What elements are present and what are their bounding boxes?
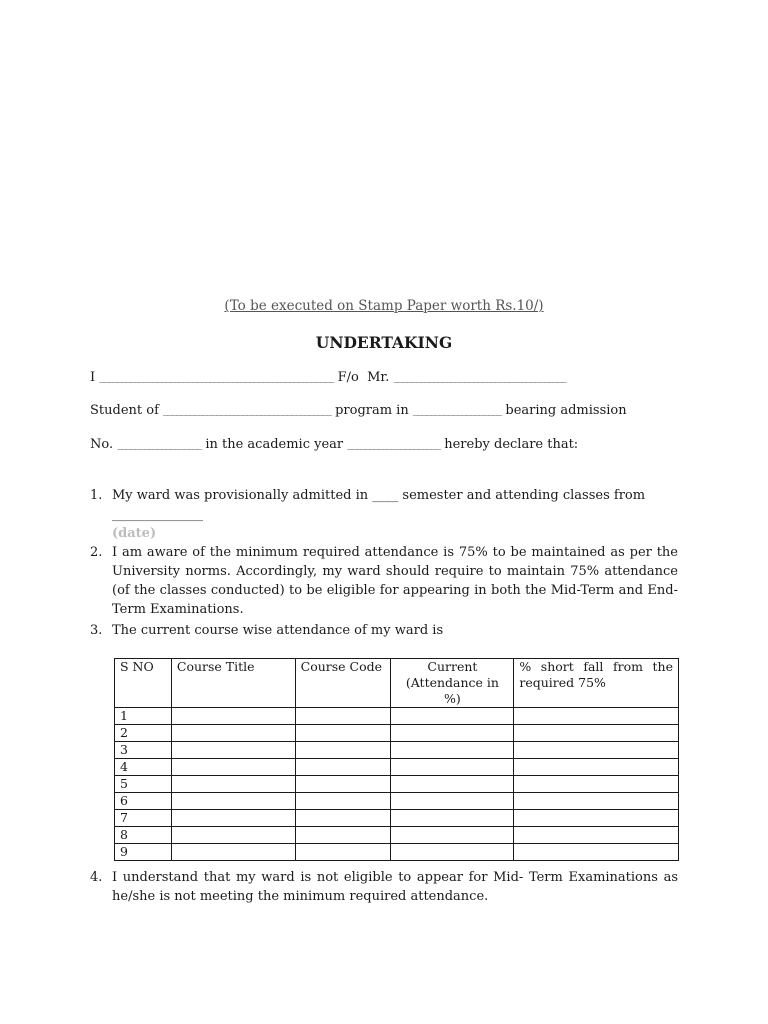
row-sno: 8 (115, 827, 172, 844)
short-fall-cell[interactable] (514, 759, 679, 776)
item-number: 4. (90, 870, 103, 885)
student-name-blank: _____________________________________________________ (99, 374, 334, 384)
academic-year-blank: _____________________ (347, 441, 441, 451)
father-name-blank: _______________________________________ (393, 374, 566, 384)
row-sno: 9 (115, 844, 172, 861)
course-code-cell[interactable] (295, 725, 391, 742)
item-text: I am aware of the minimum required attendance is 75% to be maintained as per the University norms. Accordingly, my ward should require to maintain 75% attendance (of the classes conducted) to be eligible for appearing in both the Mid-Term and End-Term Examinations. (112, 545, 678, 617)
course-title-cell[interactable] (171, 827, 295, 844)
row-sno: 4 (115, 759, 172, 776)
current-attendance-cell[interactable] (391, 827, 514, 844)
course-title-cell[interactable] (171, 708, 295, 725)
declaration-line-2 (90, 403, 680, 418)
program-in-label: program in (335, 403, 409, 418)
current-attendance-cell[interactable] (391, 844, 514, 861)
declaration-line-1 (90, 370, 680, 385)
line3-prefix: No. (90, 437, 114, 452)
student-of-blank: ______________________________________ (163, 407, 331, 417)
course-title-cell[interactable] (171, 742, 295, 759)
line1-prefix: I (90, 370, 96, 385)
table-row (115, 742, 679, 759)
course-code-cell[interactable] (295, 776, 391, 793)
short-fall-cell[interactable] (514, 844, 679, 861)
header-course-title: Course Title (171, 659, 295, 708)
row-sno: 5 (115, 776, 172, 793)
row-sno: 7 (115, 810, 172, 827)
current-attendance-cell[interactable] (391, 793, 514, 810)
table-row (115, 776, 679, 793)
course-code-cell[interactable] (295, 793, 391, 810)
table-row (115, 827, 679, 844)
table-row (115, 708, 679, 725)
table-row (115, 759, 679, 776)
table-row (115, 793, 679, 810)
table-row (115, 844, 679, 861)
stamp-paper-note: (To be executed on Stamp Paper worth Rs.10/) (224, 298, 544, 314)
declaration-line-3 (90, 437, 680, 452)
table-row (115, 725, 679, 742)
academic-year-label: in the academic year (205, 437, 344, 452)
item-text: My ward was provisionally admitted in ____ semester and attending classes from ______________ (112, 488, 646, 522)
list-item (90, 868, 678, 906)
course-title-cell[interactable] (171, 810, 295, 827)
short-fall-cell[interactable] (514, 725, 679, 742)
bearing-admission-label: bearing admission (505, 403, 627, 418)
current-attendance-cell[interactable] (391, 776, 514, 793)
item-number: 2. (90, 545, 103, 560)
row-sno: 2 (115, 725, 172, 742)
course-code-cell[interactable] (295, 759, 391, 776)
row-sno: 6 (115, 793, 172, 810)
short-fall-cell[interactable] (514, 810, 679, 827)
short-fall-cell[interactable] (514, 827, 679, 844)
row-sno: 3 (115, 742, 172, 759)
admission-no-blank: ___________________ (117, 441, 202, 451)
course-title-cell[interactable] (171, 844, 295, 861)
header-course-code: Course Code (295, 659, 391, 708)
course-title-cell[interactable] (171, 776, 295, 793)
course-code-cell[interactable] (295, 708, 391, 725)
row-sno: 1 (115, 708, 172, 725)
table-header-row (115, 659, 679, 708)
item-text: The current course wise attendance of my ward is (112, 623, 444, 638)
document-title: UNDERTAKING (315, 333, 453, 352)
program-blank: ____________________ (412, 407, 502, 417)
course-code-cell[interactable] (295, 810, 391, 827)
current-attendance-cell[interactable] (391, 725, 514, 742)
father-of-label: F/o Mr. (337, 370, 390, 385)
course-code-cell[interactable] (295, 827, 391, 844)
date-hint: (date) (112, 526, 157, 541)
list-item (90, 543, 678, 619)
course-title-cell[interactable] (171, 793, 295, 810)
header-current-attendance: Current (Attendance in %) (391, 659, 514, 708)
current-attendance-cell[interactable] (391, 759, 514, 776)
course-title-cell[interactable] (171, 759, 295, 776)
list-item (90, 486, 678, 543)
current-attendance-cell[interactable] (391, 708, 514, 725)
short-fall-cell[interactable] (514, 776, 679, 793)
course-title-cell[interactable] (171, 725, 295, 742)
short-fall-cell[interactable] (514, 708, 679, 725)
table-row (115, 810, 679, 827)
line2-prefix: Student of (90, 403, 159, 418)
item-text: I understand that my ward is not eligible to appear for Mid- Term Examinations as he/she is not meeting the minimum required attendance. (112, 870, 678, 904)
course-code-cell[interactable] (295, 844, 391, 861)
current-attendance-cell[interactable] (391, 810, 514, 827)
list-item (90, 621, 678, 640)
header-short-fall: % short fall from the required 75% (514, 659, 679, 708)
attendance-table (114, 658, 679, 861)
course-code-cell[interactable] (295, 742, 391, 759)
declare-label: hereby declare that: (444, 437, 579, 452)
header-sno: S NO (115, 659, 172, 708)
item-number: 1. (90, 488, 103, 503)
item-number: 3. (90, 623, 103, 638)
short-fall-cell[interactable] (514, 793, 679, 810)
current-attendance-cell[interactable] (391, 742, 514, 759)
short-fall-cell[interactable] (514, 742, 679, 759)
